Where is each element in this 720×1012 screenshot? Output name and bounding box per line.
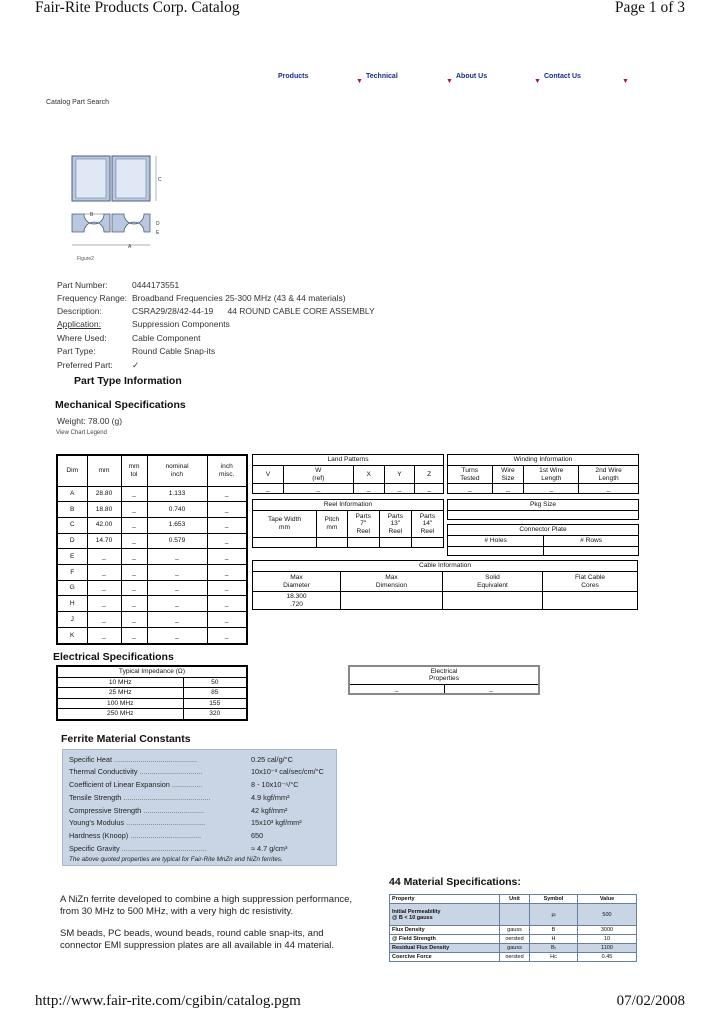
nav-about-us[interactable]: About Us — [456, 73, 488, 80]
table-cell: A — [57, 486, 87, 502]
footer-date: 07/02/2008 — [616, 993, 685, 1009]
nav-contact-us[interactable]: Contact Us — [544, 73, 581, 80]
table-cell: 10 MHz — [57, 677, 183, 688]
table-cell: E — [57, 549, 87, 565]
table-row — [390, 935, 637, 944]
table-cell: _ — [87, 612, 121, 628]
table-cell: Hc — [530, 953, 578, 962]
dim-label-e: E — [156, 230, 160, 236]
column-header: Turns Tested — [448, 466, 493, 484]
text: 0.25 cal/g/°C — [251, 755, 293, 764]
ferrite-heading: Ferrite Material Constants — [61, 733, 191, 745]
table-cell: _ — [87, 549, 121, 565]
dim-label-c: C — [158, 177, 162, 183]
nav-products[interactable]: Products — [278, 73, 309, 80]
table-cell: _ — [87, 627, 121, 644]
text: 42 kgf/mm² — [251, 806, 288, 815]
text — [69, 831, 249, 840]
table-row — [57, 502, 247, 518]
text: SM beads, PC beads, wound beads, round cable snap-its, and connector EMI suppression plates are all available in 44 material. — [60, 928, 335, 951]
application-value: Suppression Components — [132, 319, 230, 329]
column-header: # Rows — [544, 536, 639, 547]
part-drawing — [68, 150, 168, 270]
table-cell: 500 — [578, 904, 637, 926]
column-header: Max Diameter — [253, 572, 341, 592]
table-row — [57, 677, 247, 688]
column-header: Symbol — [530, 895, 578, 904]
table-cell: B — [530, 926, 578, 935]
text: ........................................... — [123, 793, 211, 802]
frequency-range-value: Broadband Frequencies 25-300 MHz (43 & 44 materials) — [132, 293, 346, 303]
text: 8 - 10x10⁻⁶/°C — [251, 780, 299, 789]
table-cell: _ — [147, 627, 207, 644]
text — [69, 767, 249, 776]
table-cell — [317, 538, 348, 548]
text: ............................... — [139, 767, 203, 776]
table-cell: _ — [384, 484, 415, 494]
text: Coefficient of Linear Expansion — [69, 780, 170, 789]
pkg-size-title: Pkg Size — [448, 500, 639, 511]
electrical-properties-table — [348, 665, 540, 695]
where-used-value: Cable Component — [132, 333, 201, 343]
table-cell: C — [57, 517, 87, 533]
text: Tensile Strength — [69, 793, 122, 802]
text: Specific Gravity — [69, 844, 120, 853]
table-cell: _ — [415, 484, 444, 494]
table-cell: _ — [121, 612, 147, 628]
page-number: Page 1 of 3 — [614, 0, 685, 16]
text: Hardness (Knoop) — [69, 831, 129, 840]
text: 4.9 kgf/mm² — [251, 793, 290, 802]
dim-label-a: A — [128, 244, 132, 250]
column-header: Parts 7" Reel — [347, 511, 379, 538]
text: ............... — [171, 780, 203, 789]
table-cell: _ — [444, 684, 539, 694]
column-header: Z — [415, 466, 444, 484]
table-cell: _ — [121, 549, 147, 565]
land-patterns-title: Land Patterns — [253, 455, 444, 466]
table-cell: 0.579 — [147, 533, 207, 549]
inch-misc-header: inch misc. — [207, 455, 247, 486]
text: ................................... — [130, 831, 202, 840]
winding-table — [447, 454, 639, 494]
table-row — [390, 944, 637, 953]
table-cell: _ — [121, 565, 147, 581]
winding-title: Winding Information — [448, 455, 639, 466]
column-header: Max Dimension — [341, 572, 443, 592]
part-number-label: Part Number: — [57, 280, 108, 290]
table-cell: _ — [207, 627, 247, 644]
table-cell: _ — [253, 484, 284, 494]
table-cell — [448, 547, 544, 556]
column-header: Solid Equivalent — [443, 572, 543, 592]
column-header: # Holes — [448, 536, 544, 547]
table-cell: 42.00 — [87, 517, 121, 533]
dim-label-b: B — [90, 212, 94, 218]
impedance-title: Typical Impedance (Ω) — [57, 666, 247, 677]
table-cell: H — [57, 596, 87, 612]
footer-url: http://www.fair-rite.com/cgibin/catalog.pgm — [35, 993, 301, 1009]
max-diameter-value: 18.300 .720 — [253, 592, 341, 610]
table-cell: 1.653 — [147, 517, 207, 533]
table-cell: _ — [147, 612, 207, 628]
table-cell: 1.133 — [147, 486, 207, 502]
frequency-range-label: Frequency Range: — [57, 293, 127, 303]
table-cell: 3000 — [578, 926, 637, 935]
table-row — [57, 596, 247, 612]
table-row — [390, 904, 637, 926]
table-cell: _ — [207, 549, 247, 565]
ferrite-constants-panel — [62, 749, 337, 866]
electrical-heading: Electrical Specifications — [53, 651, 174, 663]
table-row — [57, 698, 247, 709]
text — [69, 793, 249, 802]
table-cell: Initial Permeability @ B < 10 gauss — [390, 904, 500, 926]
column-header: Parts 13" Reel — [379, 511, 411, 538]
part-type-value: Round Cable Snap-its — [132, 346, 216, 356]
table-cell — [347, 538, 379, 548]
text — [69, 755, 249, 764]
catalog-search-link[interactable]: Catalog Part Search — [46, 99, 110, 106]
table-cell: _ — [147, 580, 207, 596]
table-row — [57, 533, 247, 549]
table-cell: _ — [448, 484, 493, 494]
table-cell: 0.45 — [578, 953, 637, 962]
table-cell: oersted — [500, 935, 530, 944]
table-cell — [500, 904, 530, 926]
text: .......................................... — [121, 844, 207, 853]
text — [69, 780, 249, 789]
pkg-size-table — [447, 499, 639, 520]
reel-title: Reel Information — [253, 500, 444, 511]
impedance-table — [56, 665, 248, 721]
table-cell — [379, 538, 411, 548]
cable-information-table — [252, 560, 638, 610]
figure-caption: Figure2 — [77, 256, 94, 262]
table-cell: _ — [147, 596, 207, 612]
table-cell: Residual Flux Density — [390, 944, 500, 953]
text: Young's Modulus — [69, 818, 125, 827]
table-cell: _ — [524, 484, 579, 494]
text: ≈ 4.7 g/cm³ — [251, 844, 288, 853]
text — [69, 844, 249, 853]
mm-tol-header: mm tol — [121, 455, 147, 486]
table-row — [57, 709, 247, 720]
column-header: Pitch mm — [317, 511, 348, 538]
preferred-part-check-icon: ✓ — [132, 360, 140, 370]
cable-information-title: Cable Information — [253, 561, 638, 572]
table-cell — [411, 538, 443, 548]
table-row — [57, 580, 247, 596]
ferrite-note: The above quoted properties are typical for Fair-Rite MnZn and NiZn ferrites. — [69, 856, 283, 863]
table-cell: H — [530, 935, 578, 944]
table-cell — [253, 538, 317, 548]
table-cell: _ — [121, 596, 147, 612]
chevron-down-icon[interactable]: ▼ — [446, 78, 453, 85]
table-cell: _ — [121, 502, 147, 518]
table-cell: B — [57, 502, 87, 518]
table-cell: 10 — [578, 935, 637, 944]
weight-value: Weight: 78.00 (g) — [57, 416, 123, 426]
connector-plate-title: Connector Plate — [448, 525, 639, 536]
table-cell: _ — [121, 517, 147, 533]
table-cell: _ — [207, 612, 247, 628]
column-header: X — [353, 466, 384, 484]
table-cell — [448, 511, 639, 520]
part-number-value: 0444173551 — [132, 280, 180, 290]
material-description — [60, 894, 360, 951]
table-row — [57, 517, 247, 533]
table-row — [57, 486, 247, 502]
table-cell: _ — [349, 684, 444, 694]
table-cell: _ — [207, 596, 247, 612]
table-cell: _ — [121, 627, 147, 644]
text — [69, 818, 249, 827]
table-cell — [544, 547, 639, 556]
table-cell — [341, 592, 443, 610]
column-header: 1st Wire Length — [524, 466, 579, 484]
part-type-heading: Part Type Information — [74, 375, 182, 387]
table-cell: _ — [147, 549, 207, 565]
table-cell: oersted — [500, 953, 530, 962]
table-cell: _ — [121, 486, 147, 502]
table-cell: _ — [207, 486, 247, 502]
column-header: Property — [390, 895, 500, 904]
table-row — [57, 549, 247, 565]
mechanical-heading: Mechanical Specifications — [55, 399, 186, 411]
table-cell: 250 MHz — [57, 709, 183, 720]
text: A NiZn ferrite developed to combine a high suppression performance, from 30 MHz to 500 MHz, with a very high dc resistivity. — [60, 894, 353, 917]
table-cell: _ — [207, 580, 247, 596]
table-cell: J — [57, 612, 87, 628]
description-value: CSRA29/28/42-44-19 44 ROUND CABLE CORE ASSEMBLY — [132, 306, 375, 316]
chevron-down-icon[interactable]: ▼ — [622, 78, 629, 85]
text: Thermal Conductivity — [69, 767, 138, 776]
table-row — [57, 565, 247, 581]
nominal-inch-header: nominal inch — [147, 455, 207, 486]
column-header: Tape Width mm — [253, 511, 317, 538]
table-cell: _ — [579, 484, 639, 494]
table-cell: G — [57, 580, 87, 596]
table-cell: _ — [207, 533, 247, 549]
material-spec-heading: 44 Material Specifications: — [389, 876, 521, 888]
nav-technical[interactable]: Technical — [366, 73, 398, 80]
text: ....................................... — [126, 818, 206, 827]
text: 650 — [251, 831, 264, 840]
column-header: W (ref) — [283, 466, 353, 484]
column-header: Flat Cable Cores — [543, 572, 638, 592]
text: Specific Heat — [69, 755, 112, 764]
table-row — [57, 627, 247, 644]
text — [69, 806, 249, 815]
table-row — [390, 953, 637, 962]
table-cell — [443, 592, 543, 610]
text: Compressive Strength — [69, 806, 142, 815]
table-cell: μᵢ — [530, 904, 578, 926]
table-cell: _ — [87, 596, 121, 612]
column-header: Value — [578, 895, 637, 904]
table-cell: Bᵣ — [530, 944, 578, 953]
table-cell: _ — [207, 565, 247, 581]
table-cell: 100 MHz — [57, 698, 183, 709]
table-cell: _ — [207, 517, 247, 533]
where-used-label: Where Used: — [57, 333, 107, 343]
chart-legend-link[interactable]: View Chart Legend — [56, 430, 107, 436]
column-header: V — [253, 466, 284, 484]
column-header: Unit — [500, 895, 530, 904]
table-cell: K — [57, 627, 87, 644]
table-row — [57, 688, 247, 699]
table-cell: 28.80 — [87, 486, 121, 502]
connector-plate-table — [447, 524, 639, 556]
land-patterns-table — [252, 454, 444, 494]
dim-header: Dim — [57, 455, 87, 486]
table-cell: @ Field Strength — [390, 935, 500, 944]
table-cell: gauss — [500, 926, 530, 935]
column-header: 2nd Wire Length — [579, 466, 639, 484]
table-cell: _ — [121, 533, 147, 549]
material-spec-table — [389, 894, 637, 962]
table-cell: F — [57, 565, 87, 581]
column-header: Parts 14" Reel — [411, 511, 443, 538]
table-cell: 0.740 — [147, 502, 207, 518]
table-cell: 1100 — [578, 944, 637, 953]
table-cell: _ — [87, 565, 121, 581]
table-cell: _ — [353, 484, 384, 494]
description-label: Description: — [57, 306, 102, 316]
table-cell: 85 — [183, 688, 247, 699]
table-cell: _ — [207, 502, 247, 518]
mm-header: mm — [87, 455, 121, 486]
table-cell: 14.70 — [87, 533, 121, 549]
table-cell: Flux Density — [390, 926, 500, 935]
preferred-part-label: Preferred Part: — [57, 360, 113, 370]
table-cell: 320 — [183, 709, 247, 720]
text: 10x10⁻³ cal/sec/cm/°C — [251, 767, 324, 776]
dimensions-table — [56, 454, 248, 645]
column-header: Wire Size — [492, 466, 524, 484]
chevron-down-icon[interactable]: ▼ — [356, 78, 363, 85]
text: 15x10³ kgf/mm² — [251, 818, 302, 827]
application-label[interactable]: Application: — [57, 319, 101, 329]
table-row — [57, 612, 247, 628]
table-cell: Coercive Force — [390, 953, 500, 962]
table-cell: _ — [147, 565, 207, 581]
table-cell: 18.80 — [87, 502, 121, 518]
part-type-label: Part Type: — [57, 346, 96, 356]
table-cell: 25 MHz — [57, 688, 183, 699]
text: .............................. — [143, 806, 205, 815]
table-row — [390, 926, 637, 935]
table-cell: 155 — [183, 698, 247, 709]
text: ......................................... — [114, 755, 198, 764]
chevron-down-icon[interactable]: ▼ — [534, 78, 541, 85]
table-cell: _ — [121, 580, 147, 596]
table-cell: gauss — [500, 944, 530, 953]
electrical-properties-title: Electrical Properties — [349, 666, 539, 684]
table-cell: _ — [283, 484, 353, 494]
table-cell: _ — [87, 580, 121, 596]
dim-label-d: D — [156, 221, 160, 227]
table-cell: 50 — [183, 677, 247, 688]
table-cell: _ — [492, 484, 524, 494]
document-title: Fair-Rite Products Corp. Catalog — [35, 0, 240, 16]
reel-table — [252, 499, 444, 548]
column-header: Y — [384, 466, 415, 484]
table-cell: D — [57, 533, 87, 549]
table-cell — [543, 592, 638, 610]
